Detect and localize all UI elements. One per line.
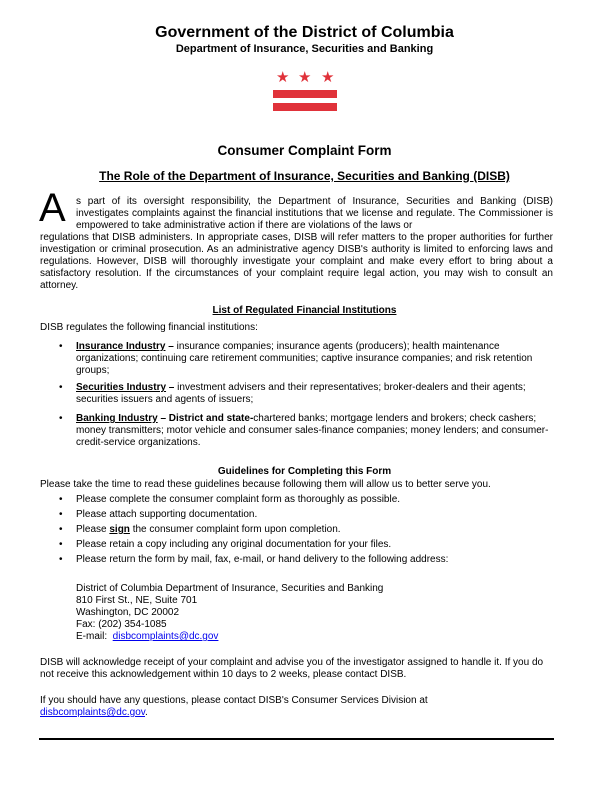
flag-star-icon: ★ <box>276 69 290 86</box>
department-subtitle: Department of Insurance, Securities and Banking <box>175 43 434 55</box>
email-line: E-mail: disbcomplaints@dc.gov <box>76 631 219 642</box>
institutions-lead: DISB regulates the following financial institutions: <box>40 322 258 333</box>
bullet-icon: • <box>59 382 63 393</box>
contact-email-line: disbcomplaints@dc.gov. <box>40 707 148 718</box>
bullet-icon: • <box>59 413 63 424</box>
email-link[interactable]: disbcomplaints@dc.gov <box>112 631 219 642</box>
guideline-item: Please complete the consumer complaint form as thoroughly as possible. <box>76 494 401 505</box>
list-item-insurance: Insurance Industry – insurance companies; insurance agents (producers); health maintenance organizations; continuing care retirement communities; captive insurance companies; and risk retention groups; <box>76 341 533 376</box>
document-title: Government of the District of Columbia <box>155 24 454 41</box>
address-line: Washington, DC 20002 <box>76 607 180 618</box>
bullet-icon: • <box>59 494 63 505</box>
bullet-icon: • <box>59 509 63 520</box>
bullet-icon: • <box>59 539 63 550</box>
bullet-icon: • <box>59 554 63 565</box>
address-line: 810 First St., NE, Suite 701 <box>76 595 198 606</box>
contact-email-link[interactable]: disbcomplaints@dc.gov <box>40 707 146 718</box>
intro-dropcap: A <box>39 186 66 230</box>
intro-paragraph-rest: regulations that DISB administers. In appropriate cases, DISB will refer matters to the proper authorities for further investigation or criminal prosecution. As an administrative agency DISB's authority is limited to enforcing laws and regulations. However, DISB will thoroughly investigate your complaint and make every effort to bring about a satisfactory resolution. If the circumstances of your complaint require legal action, you may wish to consult an attorney. <box>40 232 553 291</box>
securities-label: Securities Industry <box>76 382 167 393</box>
list-item-securities: Securities Industry – investment advisers and their representatives; broker-dealers and their agents; securities issuers and agents of issuers; <box>76 382 526 405</box>
insurance-label: Insurance Industry <box>76 341 166 352</box>
form-title: Consumer Complaint Form <box>217 143 392 158</box>
dc-flag-icon <box>273 70 337 112</box>
guideline-item: Please sign the consumer complaint form upon completion. <box>76 524 341 535</box>
sign-emphasis: sign <box>109 524 130 535</box>
bullet-icon: • <box>59 341 63 352</box>
flag-star-icon: ★ <box>298 69 312 86</box>
address-line: District of Columbia Department of Insurance, Securities and Banking <box>76 583 384 594</box>
guidelines-lead: Please take the time to read these guidelines because following them will allow us to better serve you. <box>40 479 491 490</box>
guideline-item: Please attach supporting documentation. <box>76 509 258 520</box>
list-item-banking: Banking Industry – District and state-chartered banks; mortgage lenders and brokers; check cashers; money transmitters; motor vehicle and consumer sales-finance companies; money lenders; and consumer-credit-service organizations. <box>76 413 549 448</box>
contact-paragraph: If you should have any questions, please contact DISB's Consumer Services Division at <box>40 695 428 706</box>
flag-star-icon: ★ <box>321 69 335 86</box>
guidelines-heading: Guidelines for Completing this Form <box>217 466 392 477</box>
guideline-item: Please retain a copy including any original documentation for your files. <box>76 539 392 550</box>
intro-paragraph-start: s part of its oversight responsibility, the Department of Insurance, Securities and Banking (DISB) investigates complaints against the financial institutions that we license and regulate. The Commissioner is empowered to take administrative action if there are violations of the laws or <box>76 196 553 231</box>
institutions-heading: List of Regulated Financial Institutions <box>212 305 397 316</box>
bullet-icon: • <box>59 524 63 535</box>
footer-divider <box>39 738 554 740</box>
flag-bar <box>273 103 337 111</box>
fax-line: Fax: (202) 354-1085 <box>76 619 167 630</box>
banking-label: Banking Industry <box>76 413 158 424</box>
role-heading: The Role of the Department of Insurance, Securities and Banking (DISB) <box>99 169 510 183</box>
acknowledge-paragraph: DISB will acknowledge receipt of your complaint and advise you of the investigator assigned to handle it. If you do not receive this acknowledgement within 10 days to 2 weeks, please contact DISB. <box>40 657 544 680</box>
flag-bar <box>273 90 337 98</box>
guideline-item: Please return the form by mail, fax, e-mail, or hand delivery to the following address: <box>76 554 449 565</box>
